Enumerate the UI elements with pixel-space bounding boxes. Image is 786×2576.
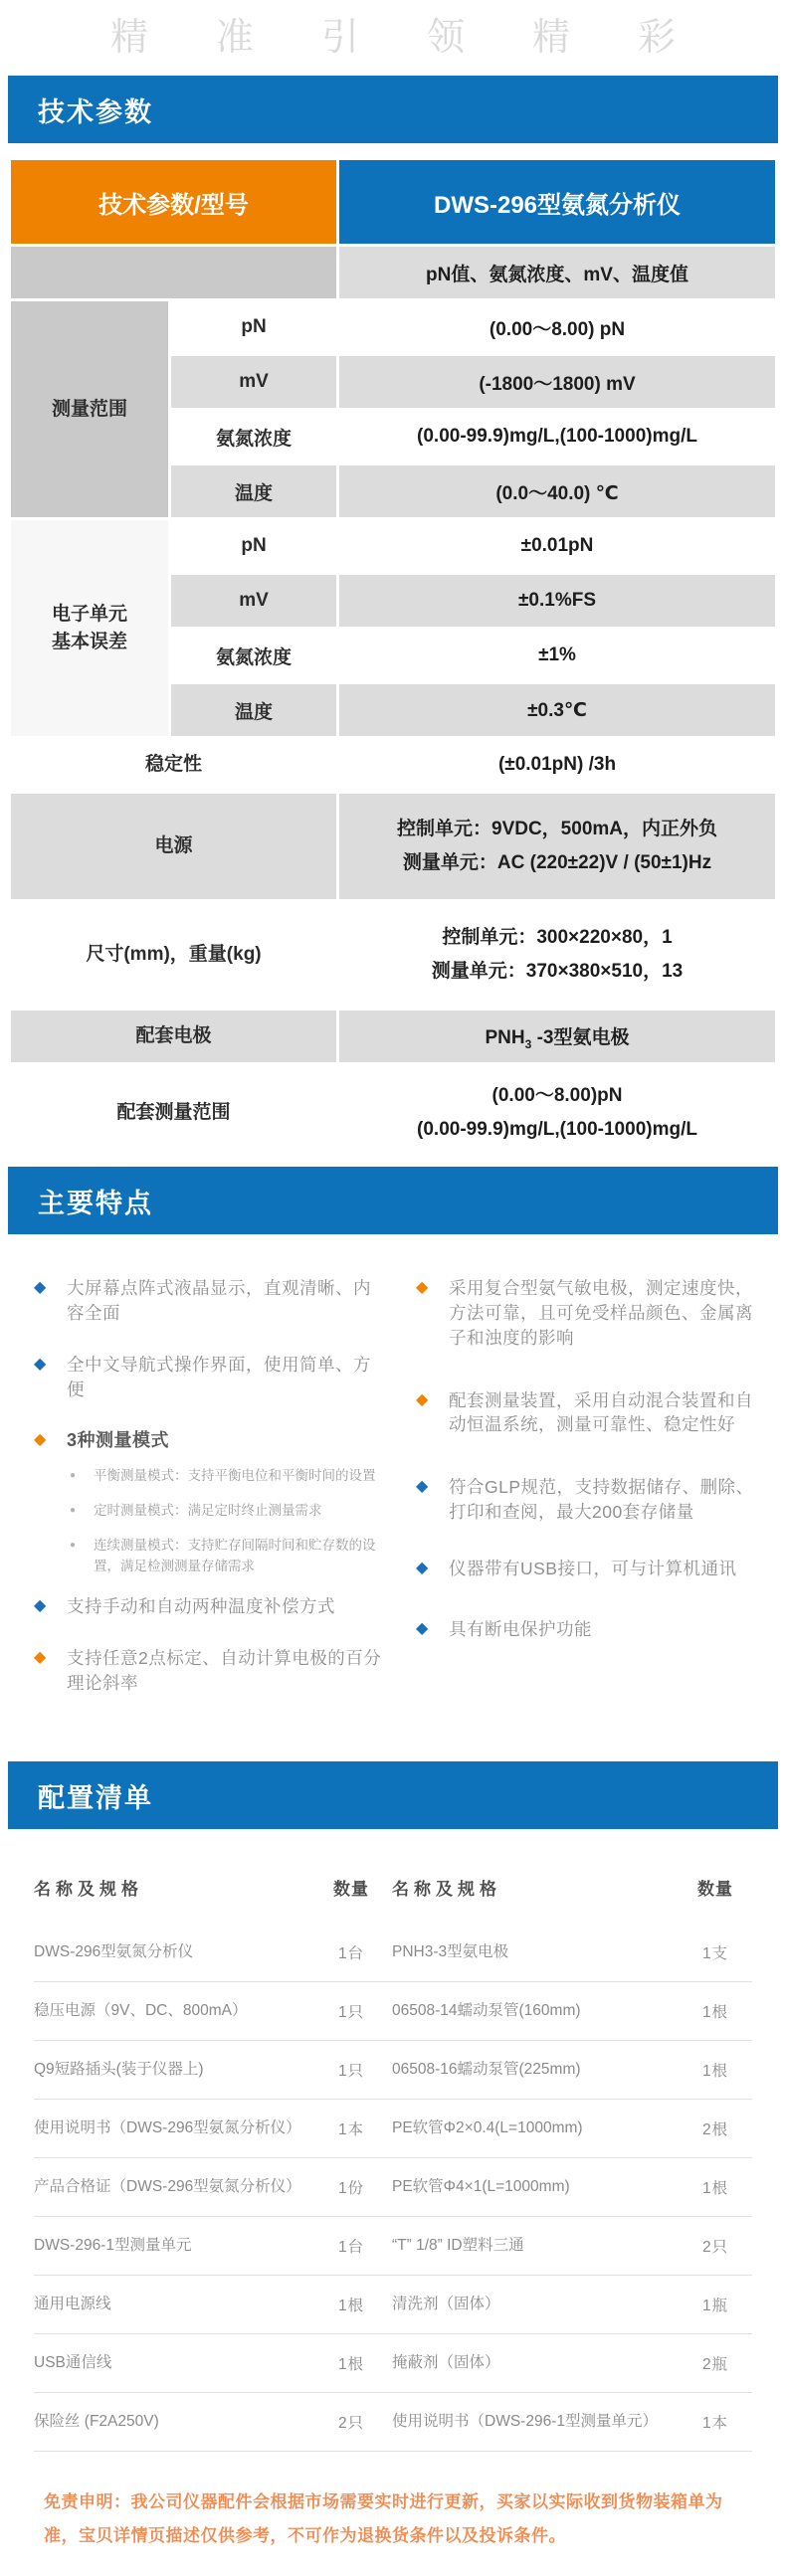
config-item-qty: 1本 [337,2121,365,2139]
diamond-bullet-icon: ◆ [34,1431,47,1449]
spec-label-electrode: 配套电极 [11,1011,336,1062]
config-item-qty: 1本 [701,2415,729,2433]
section-banner-config-list [8,1761,778,1829]
dot-bullet-icon: ● [70,1540,77,1552]
feature-text: 3种测量模式 [67,1430,170,1451]
feature-sub-text: 平衡测量模式：支持平衡电位和平衡时间的设置 [94,1467,376,1483]
diamond-bullet-icon: ◆ [416,1559,429,1576]
feature-sub-text: 连续测量模式：支持贮存间隔时间和贮存数的设置，满足检测测量存储需求 [94,1538,376,1573]
spec-display-row-value: pN值、氨氮浓度、mV、温度值 [339,247,775,298]
config-row [34,2100,752,2158]
section-title-config-list: 配置清单 [38,1782,153,1813]
spec-value-power-line2: 测量单元：AC (220±22)V / (50±1)Hz [402,851,712,873]
config-item-name: Q9短路插头(装于仪器上) [34,2061,204,2079]
config-item-qty: 1只 [337,2063,365,2081]
feature-item [416,1475,764,1525]
feature-text: 支持手动和自动两种温度补偿方式 [67,1595,335,1616]
config-item-name: 使用说明书（DWS-296-1型测量单元） [392,2413,658,2431]
electrode-value-sub: 3 [524,1036,532,1051]
spec-param-cell: pN [171,301,336,353]
config-section [0,1829,786,2452]
spec-table [8,157,778,1164]
feature-item [34,1428,382,1454]
spec-param-cell: 温度 [171,465,336,517]
feature-sub-item [70,1466,382,1486]
disclaimer-text: 免责申明：我公司仪器配件会根据市场需要实时进行更新，买家以实际收到货物装箱单为准，宝贝详情页描述仅供参考，不可作为退换货条件以及投诉条件。 [44,2492,723,2545]
config-item-name: 稳压电源（9V、DC、800mA） [34,2002,248,2020]
feature-text: 采用复合型氨气敏电极，测定速度快，方法可靠，且可免受样品颜色、金属离子和浊度的影响 [449,1278,753,1348]
spec-group-basic-error-line1: 电子单元 [51,603,127,625]
config-item-name: USB通信线 [34,2354,112,2372]
config-item-name: “T” 1/8” ID塑料三通 [392,2237,524,2255]
diamond-bullet-icon: ◆ [416,1478,429,1496]
features-section [0,1234,786,1761]
config-header-row [34,1829,752,1924]
diamond-bullet-icon: ◆ [416,1279,429,1296]
spec-value-cell: ±0.3℃ [339,684,775,736]
config-item-qty: 1台 [337,2239,365,2257]
spec-param-cell: mV [171,356,336,408]
spec-value-cell: ±0.1%FS [339,575,775,627]
diamond-bullet-icon: ◆ [416,1390,429,1408]
config-item-qty: 1台 [337,1945,365,1963]
spec-group-measure-range: 测量范围 [11,301,168,517]
config-col-header-name-left: 名称及规格 [34,1880,143,1900]
dot-bullet-icon: ● [70,1505,77,1517]
feature-sub-text: 定时测量模式：满足定时终止测量需求 [94,1503,322,1519]
features-right-column [416,1276,764,1722]
section-title-tech-params: 技术参数 [38,96,153,127]
config-item-name: 使用说明书（DWS-296型氨氮分析仪） [34,2119,301,2137]
spec-label-paired-range: 配套测量范围 [11,1065,336,1161]
feature-text: 仪器带有USB接口，可与计算机通讯 [449,1558,737,1578]
feature-sub-item [70,1536,382,1576]
spec-display-row-label-cell [11,247,336,298]
config-item-name: 保险丝 (F2A250V) [34,2413,159,2431]
spec-header-model: DWS-296型氨氮分析仪 [339,160,775,244]
config-item-qty: 1根 [701,2004,729,2022]
config-item-qty: 2瓶 [701,2356,729,2374]
section-banner-main-features [8,1167,778,1234]
config-row [34,2217,752,2276]
config-row [34,2276,752,2334]
config-item-name: 清洗剂（固体） [392,2296,500,2313]
config-row [34,2334,752,2393]
spec-value-cell: ±1% [339,630,775,681]
config-item-qty: 1根 [337,2298,365,2315]
spec-group-basic-error-line2: 基本误差 [51,631,127,652]
config-item-name: PNH3-3型氨电极 [392,1943,509,1961]
config-item-qty: 2只 [701,2239,729,2257]
spec-value-stability: (±0.01pN) /3h [339,739,775,791]
config-item-qty: 1根 [337,2356,365,2374]
config-row [34,2041,752,2100]
diamond-bullet-icon: ◆ [34,1355,47,1373]
feature-text: 符合GLP规范，支持数据储存、删除、打印和查阅，最大200套存储量 [449,1477,754,1523]
spec-value-cell: (0.00～8.00) pN [339,301,775,353]
config-row [34,1982,752,2041]
config-col-header-qty-left: 数量 [333,1880,369,1900]
feature-item [416,1617,764,1642]
config-item-name: 产品合格证（DWS-296型氨氮分析仪） [34,2178,301,2196]
feature-item [416,1276,764,1351]
config-item-qty: 1根 [701,2180,729,2198]
config-item-name: 通用电源线 [34,2296,111,2313]
spec-value-paired-range [339,1065,775,1161]
feature-text: 大屏幕点阵式液晶显示，直观清晰、内容全面 [67,1278,371,1323]
config-row [34,2158,752,2217]
config-item-name: 06508-16蠕动泵管(225mm) [392,2061,581,2079]
feature-text: 配套测量装置，采用自动混合装置和自动恒温系统，测量可靠性、稳定性好 [449,1389,753,1435]
config-row [34,2393,752,2452]
watermark-text: 精准引领精彩 [109,17,743,59]
spec-value-paired-range-line2: (0.00-99.9)mg/L,(100-1000)mg/L [417,1118,697,1140]
config-col-header-name-right: 名称及规格 [392,1880,501,1900]
config-item-name: PE软管Φ4×1(L=1000mm) [392,2178,570,2196]
spec-param-cell: pN [171,520,336,572]
config-item-qty: 1支 [701,1945,729,1963]
feature-text: 具有断电保护功能 [449,1618,592,1639]
config-item-qty: 1只 [337,2004,365,2022]
spec-label-power: 电源 [11,794,336,899]
feature-item [34,1646,382,1696]
features-left-column [34,1276,382,1722]
spec-param-cell: 氨氮浓度 [171,630,336,681]
electrode-value-post: -3型氨电极 [531,1026,630,1048]
spec-param-cell: mV [171,575,336,627]
feature-text: 全中文导航式操作界面，使用简单、方便 [67,1354,371,1399]
config-item-name: 掩蔽剂（固体） [392,2354,500,2372]
feature-text: 支持任意2点标定、自动计算电极的百分理论斜率 [67,1647,382,1693]
config-item-name: DWS-296-1型测量单元 [34,2237,192,2255]
config-item-qty: 2只 [337,2415,365,2433]
spec-param-cell: 温度 [171,684,336,736]
config-item-name: 06508-14蠕动泵管(160mm) [392,2002,581,2020]
diamond-bullet-icon: ◆ [34,1596,47,1614]
section-banner-tech-params [8,76,778,143]
section-title-main-features: 主要特点 [38,1188,153,1218]
feature-item [416,1557,764,1581]
spec-value-electrode [339,1011,775,1062]
spec-value-size-weight [339,902,775,1008]
feature-item [34,1276,382,1326]
config-item-name: DWS-296型氨氮分析仪 [34,1943,194,1961]
config-item-qty: 2根 [701,2121,729,2139]
spec-value-size-line1: 控制单元：300×220×80，1 [442,926,673,948]
spec-label-size-weight: 尺寸(mm)，重量(kg) [11,902,336,1008]
feature-item [34,1594,382,1619]
diamond-bullet-icon: ◆ [34,1279,47,1296]
feature-item [416,1388,764,1438]
spec-header-params: 技术参数/型号 [11,160,336,244]
spec-value-size-line2: 测量单元：370×380×510，13 [431,960,684,982]
spec-value-power-line1: 控制单元：9VDC，500mA，内正外负 [397,818,717,839]
feature-sublist [70,1466,382,1576]
config-item-qty: 1份 [337,2180,365,2198]
spec-label-stability: 稳定性 [11,739,336,791]
config-col-header-qty-right: 数量 [697,1880,733,1900]
spec-value-cell: (-1800～1800) mV [339,356,775,408]
diamond-bullet-icon: ◆ [416,1619,429,1637]
config-item-qty: 1根 [701,2063,729,2081]
spec-value-cell: (0.00-99.9)mg/L,(100-1000)mg/L [339,411,775,462]
config-row [34,1924,752,1982]
electrode-value-pre: PNH [485,1026,525,1048]
config-item-qty: 1瓶 [701,2298,729,2315]
spec-group-basic-error [11,520,168,736]
diamond-bullet-icon: ◆ [34,1648,47,1666]
feature-item [34,1353,382,1402]
spec-param-cell: 氨氮浓度 [171,411,336,462]
spec-value-paired-range-line1: (0.00～8.00)pN [491,1084,623,1106]
spec-value-cell: (0.0～40.0) ℃ [339,465,775,517]
config-item-name: PE软管Φ2×0.4(L=1000mm) [392,2119,583,2137]
dot-bullet-icon: ● [70,1469,77,1481]
feature-sub-item [70,1501,382,1521]
spec-value-cell: ±0.01pN [339,520,775,572]
spec-value-power [339,794,775,899]
